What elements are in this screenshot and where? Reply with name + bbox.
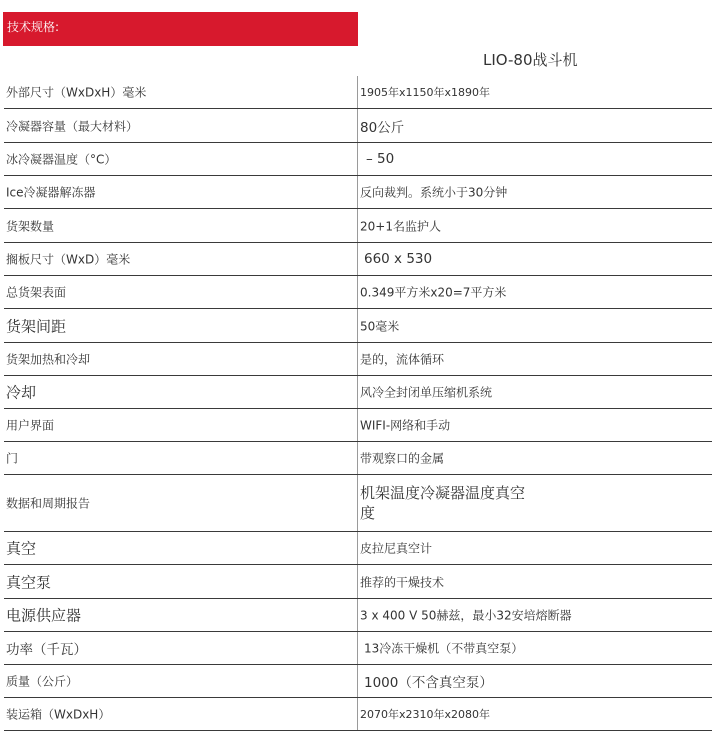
spec-row-data-reports bbox=[4, 475, 712, 532]
spec-label: 外部尺寸（WxDxH）毫米 bbox=[6, 85, 147, 100]
spec-value: – 50 bbox=[366, 151, 395, 167]
spec-label: 冰冷凝器温度（°C） bbox=[6, 152, 117, 167]
spec-label: 真空 bbox=[6, 539, 37, 558]
spec-value: 0.349平方米x20=7平方米 bbox=[360, 285, 507, 300]
product-name: LIO-80战斗机 bbox=[483, 51, 578, 69]
spec-value: 是的，流体循环 bbox=[360, 352, 445, 367]
spec-row-shipping-crate bbox=[4, 698, 712, 731]
spec-row-total-shelf-surface bbox=[4, 276, 712, 309]
spec-label: 质量（公斤） bbox=[6, 674, 79, 689]
spec-table bbox=[4, 76, 712, 731]
spec-label: 数据和周期报告 bbox=[6, 496, 91, 511]
spec-label: 货架数量 bbox=[6, 219, 55, 233]
spec-value: 1905年x1150年x1890年 bbox=[360, 86, 491, 99]
spec-label: 货架间距 bbox=[6, 317, 67, 335]
spec-value: 2070年x2310年x2080年 bbox=[360, 708, 491, 721]
spec-value: 反向裁判。系统小于30分钟 bbox=[360, 185, 508, 200]
spec-value: 皮拉尼真空计 bbox=[360, 541, 433, 556]
spec-value: 3 x 400 V 50赫兹，最小32安培熔断器 bbox=[360, 608, 572, 623]
spec-row-vacuum bbox=[4, 532, 712, 565]
spec-row-cooling bbox=[4, 376, 712, 409]
spec-value: 1000（不含真空泵） bbox=[364, 675, 493, 691]
spec-row-power-kw bbox=[4, 632, 712, 665]
spec-label: Ice冷凝器解冻器 bbox=[6, 185, 96, 200]
spec-value: 带观察口的金属 bbox=[360, 451, 445, 466]
spec-row-shelf-spacing bbox=[4, 309, 712, 343]
spec-value: 推荐的干燥技术 bbox=[360, 575, 445, 589]
spec-label: 电源供应器 bbox=[6, 606, 82, 625]
spec-value: 660 x 530 bbox=[364, 251, 433, 267]
spec-section-title: 技术规格: bbox=[7, 20, 60, 34]
spec-row-shelf-heating-cooling bbox=[4, 343, 712, 376]
spec-value: WIFI-网络和手动 bbox=[360, 418, 451, 433]
spec-row-condenser-capacity bbox=[4, 109, 712, 143]
spec-row-door bbox=[4, 442, 712, 475]
spec-label: 总货架表面 bbox=[6, 285, 67, 300]
spec-label: 装运箱（WxDxH） bbox=[6, 707, 111, 722]
spec-label: 用户界面 bbox=[6, 418, 55, 433]
spec-label: 冷却 bbox=[6, 383, 37, 402]
spec-section-header bbox=[3, 12, 358, 46]
spec-label: 冷凝器容量（最大材料） bbox=[6, 119, 139, 133]
spec-label: 功率（千瓦） bbox=[6, 642, 87, 658]
spec-row-external-dimensions bbox=[4, 76, 712, 109]
spec-row-shelf-size bbox=[4, 243, 712, 276]
spec-label: 门 bbox=[6, 451, 19, 466]
spec-value: 13冷冻干燥机（不带真空泵） bbox=[364, 641, 524, 656]
spec-value: 50毫米 bbox=[360, 319, 400, 333]
spec-row-power-supply bbox=[4, 599, 712, 632]
spec-row-vacuum-pump bbox=[4, 565, 712, 599]
spec-label: 货架加热和冷却 bbox=[6, 352, 91, 367]
spec-value: 机架温度冷凝器温度真空度 bbox=[360, 484, 526, 522]
spec-row-user-interface bbox=[4, 409, 712, 442]
spec-value: 风冷全封闭单压缩机系统 bbox=[360, 385, 493, 400]
spec-value: 20+1名监护人 bbox=[360, 219, 441, 233]
spec-row-mass bbox=[4, 665, 712, 698]
spec-value: 80公斤 bbox=[360, 119, 405, 136]
spec-label: 真空泵 bbox=[6, 573, 52, 591]
spec-row-shelf-count bbox=[4, 209, 712, 243]
spec-label: 搁板尺寸（WxD）毫米 bbox=[6, 252, 131, 267]
spec-row-condenser-temperature bbox=[4, 143, 712, 176]
spec-row-ice-defroster bbox=[4, 176, 712, 209]
